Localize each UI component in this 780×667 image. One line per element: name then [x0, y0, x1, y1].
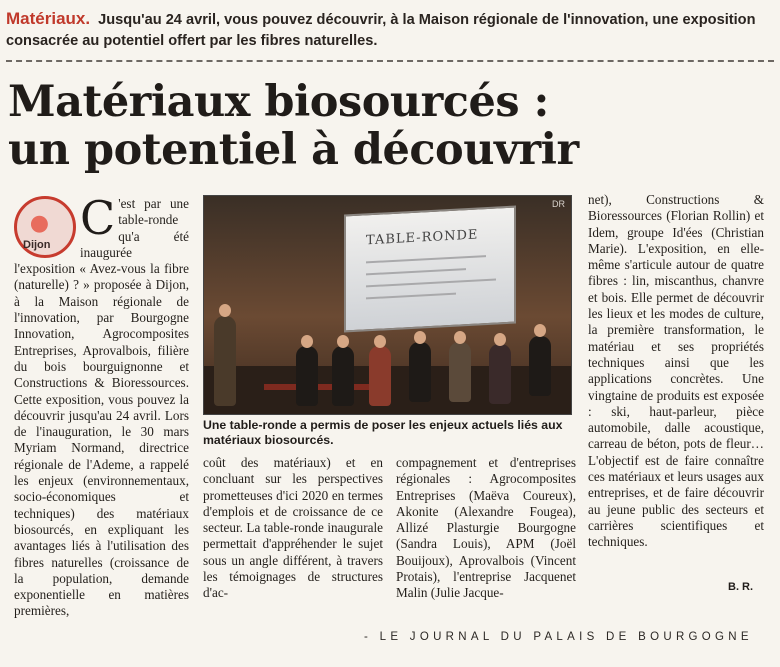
- panelist-3: [369, 346, 391, 406]
- column-3-text: compagnement et d'entreprises régionales : Agrocomposites Entreprises (Maëva Coureux), Akonite (Alexandre Fougea), Allizé Plasturgie Bourgogne (Sandra Louis), APM (Joël Bouijoux), Aprovalbois (Vincent Protais), l'entreprise Jacquenet Malin (Julie Jacque-: [396, 455, 576, 601]
- city-logo-icon: [14, 196, 76, 258]
- panelist-6: [489, 344, 511, 404]
- logo-label: Dijon: [23, 239, 51, 251]
- stage-table: [264, 384, 384, 390]
- author-signature: B. R.: [728, 581, 754, 593]
- speaker-person: [214, 316, 236, 406]
- panelist-2: [332, 346, 354, 406]
- event-photo: [203, 195, 572, 415]
- headline-line-1: Matériaux biosourcés :: [8, 77, 549, 127]
- panelist-5: [449, 342, 471, 402]
- column-4-text: net), Constructions & Bioressources (Florian Rollin) et Idem, groupe Id'ées (Christian Marie). L'exposition, en elle-même s'articule autour de quatre fibres : lin, miscanthus, chanvre et bois. Elle permet de découvrir les lieux et les modes de culture, la première transformation, le matériau et ses propriétés techniques ainsi que les applications concrètes. Une vingtaine de produits est exposée : ski, haut-parleur, pièce automobile, dalle acoustique, carreau de béton, pots de fleur… L'objectif est de faire connaître ces matériaux et leurs usages aux entreprises, et de faire découvrir au jeune public des secteurs et carrières scientifiques et techniques.: [588, 192, 764, 550]
- photo-caption: Une table-ronde a permis de poser les enjeux actuels liés aux matériaux biosourcés.: [203, 418, 563, 447]
- panelist-7: [529, 336, 551, 396]
- rubric-label: Matériaux.: [6, 9, 91, 28]
- panelist-1: [296, 346, 318, 406]
- column-2-text: coût des matériaux) et en concluant sur les perspectives prometteuses d'ici 2020 en termes d'emplois et de croissance de ce secteur. La table-ronde inaugurale permettait d'appréhender le sujet sous un angle différent, à travers les témoignages de structures d'ac-: [203, 455, 383, 601]
- article-column-1: [14, 191, 189, 619]
- drop-cap: C: [80, 191, 116, 245]
- dashed-divider: [6, 60, 774, 62]
- projection-screen: [344, 205, 516, 332]
- article-column-2: [203, 455, 383, 605]
- column-1-text: 'est par une table-ronde qu'a été inaugurée l'exposition « Avez-vous la fibre (naturelle) ? » proposée à Dijon, à la Maison régionale de l'innovation, par Bourgogne Innovation, Agrocomposites Entreprises, Aprovalbois, filière du bois bourguignonne et Constructions & Bioressources. Cette exposition, vous pouvez la découvrir jusqu'au 24 avril. Lors de l'inauguration, le 30 mars Myriam Normand, directrice régionale de l'Ademe, a rappelé les enjeux (environnementaux, socio-économiques et techniques) des matériaux biosourcés, en expliquant les avantages liés à l'utilisation des fibres naturelles (croissance de la population, demande exponentielle en matières premières,: [14, 196, 189, 619]
- speaker-head: [219, 304, 231, 317]
- article-column-4: [588, 192, 764, 572]
- screen-title: TABLE-RONDE: [366, 227, 479, 249]
- panelist-4: [409, 342, 431, 402]
- article-column-3: [396, 455, 576, 605]
- kicker-text: Jusqu'au 24 avril, vous pouvez découvrir, à la Maison régionale de l'innovation, une exposition consacrée au potentiel offert par les fibres naturelles.: [6, 12, 756, 49]
- headline-line-2: un potentiel à découvrir: [8, 125, 579, 175]
- article-kicker: [6, 8, 776, 52]
- article-headline: [8, 78, 772, 174]
- photo-credit: DR: [552, 199, 565, 209]
- publication-footer: - LE JOURNAL DU PALAIS DE BOURGOGNE: [364, 631, 753, 643]
